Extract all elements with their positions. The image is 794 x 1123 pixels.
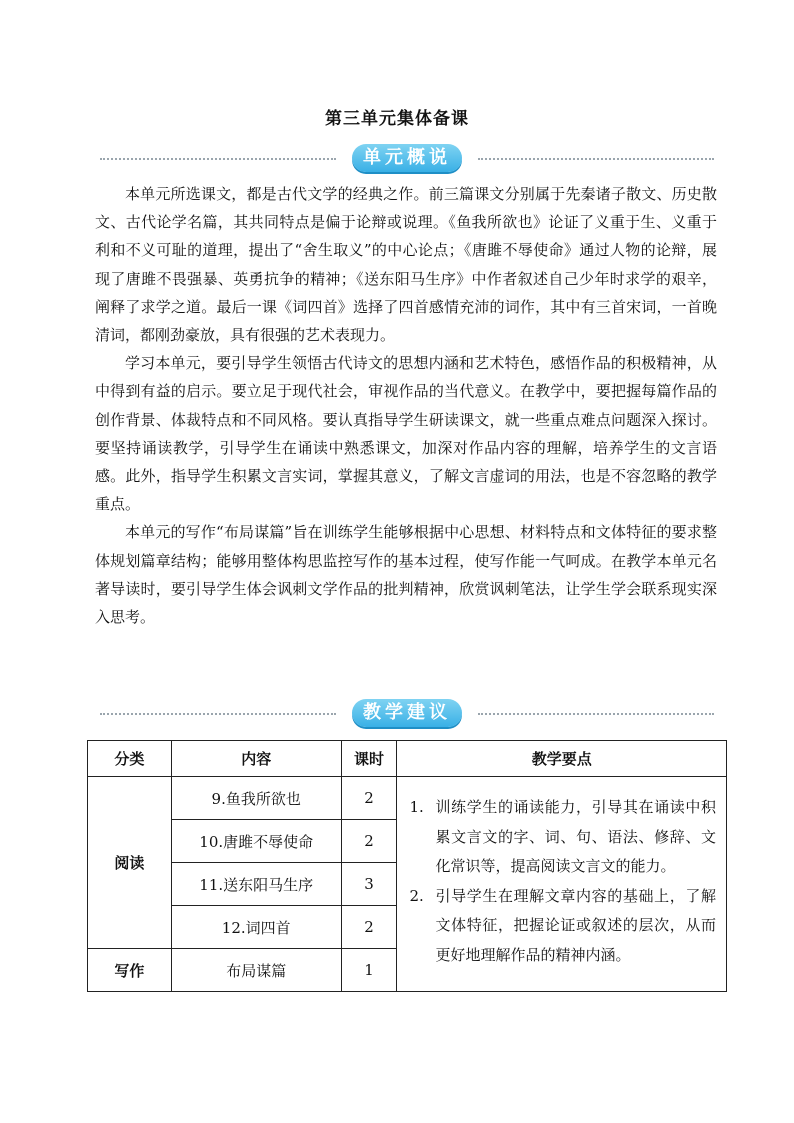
lesson-content: 10.唐雎不辱使命: [171, 820, 341, 863]
key-points-list: [409, 793, 716, 970]
dotted-divider-right: [478, 713, 714, 715]
list-number: 1.: [409, 798, 424, 816]
page-title: 第三单元集体备课: [325, 109, 469, 129]
lesson-hours: 3: [341, 863, 397, 906]
key-points-cell: [397, 777, 727, 992]
list-number: 2.: [409, 886, 424, 905]
list-text: 训练学生的诵读能力，引导其在诵读中积累文言文的字、词、句、语法、修辞、文化常识等，提高阅读文言文的能力。: [435, 798, 716, 875]
table-row: [88, 777, 727, 820]
header-category: 分类: [88, 741, 172, 777]
overview-paragraph: 本单元所选课文，都是古代文学的经典之作。前三篇课文分别属于先秦诸子散文、历史散文、古代论学名篇，其共同特点是偏于论辩或说理。《鱼我所欲也》论证了义重于生、义重于利和不义可耻的道理，提出了“舍生取义”的中心论点；《唐雎不辱使命》通过人物的论辩，展现了唐雎不畏强暴、英勇抗争的精神；《送东阳马生序》中作者叙述自己少年时求学的艰辛，阐释了求学之道。最后一课《词四首》选择了四首感情充沛的词作，其中有三首宋词，一首晚清词，都刚劲豪放，具有很强的艺术表现力。: [95, 185, 717, 345]
dotted-divider-right: [478, 158, 714, 160]
header-key-points: 教学要点: [397, 741, 727, 777]
lesson-content: 布局谋篇: [171, 949, 341, 992]
overview-paragraph: 本单元的写作“布局谋篇”旨在训练学生能够根据中心思想、材料特点和文体特征的要求整体规划篇章结构；能够用整体构思监控写作的基本过程，使写作能一气呵成。在教学本单元名著导读时，要引导学生体会讽刺文学作品的批判精神，欣赏讽刺笔法，让学生学会联系现实深入思考。: [95, 523, 717, 627]
header-content: 内容: [171, 741, 341, 777]
lesson-content: 9.鱼我所欲也: [171, 777, 341, 820]
list-text: 引导学生在理解文章内容的基础上，了解文体特征，把握论证或叙述的层次，从而更好地理解作品的精神内涵。: [435, 886, 716, 964]
lesson-content: 11.送东阳马生序: [171, 863, 341, 906]
lesson-hours: 2: [341, 820, 397, 863]
dotted-divider-left: [100, 158, 336, 160]
lesson-hours: 2: [341, 906, 397, 949]
section-header-overview: [100, 144, 714, 174]
section-header-teaching: [100, 699, 714, 729]
section-badge-teaching: 教学建议: [352, 699, 462, 727]
dotted-divider-left: [100, 713, 336, 715]
teaching-plan-table: [87, 740, 727, 992]
header-hours: 课时: [341, 741, 397, 777]
lesson-hours: 2: [341, 777, 397, 820]
section-badge-overview: 单元概说: [352, 144, 462, 172]
table-header-row: [88, 741, 727, 777]
list-item: [409, 793, 716, 882]
overview-text: [95, 180, 717, 631]
category-reading: 阅读: [88, 777, 172, 949]
overview-paragraph: 学习本单元，要引导学生领悟古代诗文的思想内涵和艺术特色，感悟作品的积极精神，从中得到有益的启示。要立足于现代社会，审视作品的当代意义。在教学中，要把握每篇作品的创作背景、体裁特点和不同风格。要认真指导学生研读课文，就一些重点难点问题深入探讨。要坚持诵读教学，引导学生在诵读中熟悉课文，加深对作品内容的理解，培养学生的文言语感。此外，指导学生积累文言实词，掌握其意义，了解文言虚词的用法，也是不容忽略的教学重点。: [95, 354, 717, 514]
lesson-content: 12.词四首: [171, 906, 341, 949]
category-writing: 写作: [88, 949, 172, 992]
list-item: [409, 882, 716, 971]
lesson-hours: 1: [341, 949, 397, 992]
